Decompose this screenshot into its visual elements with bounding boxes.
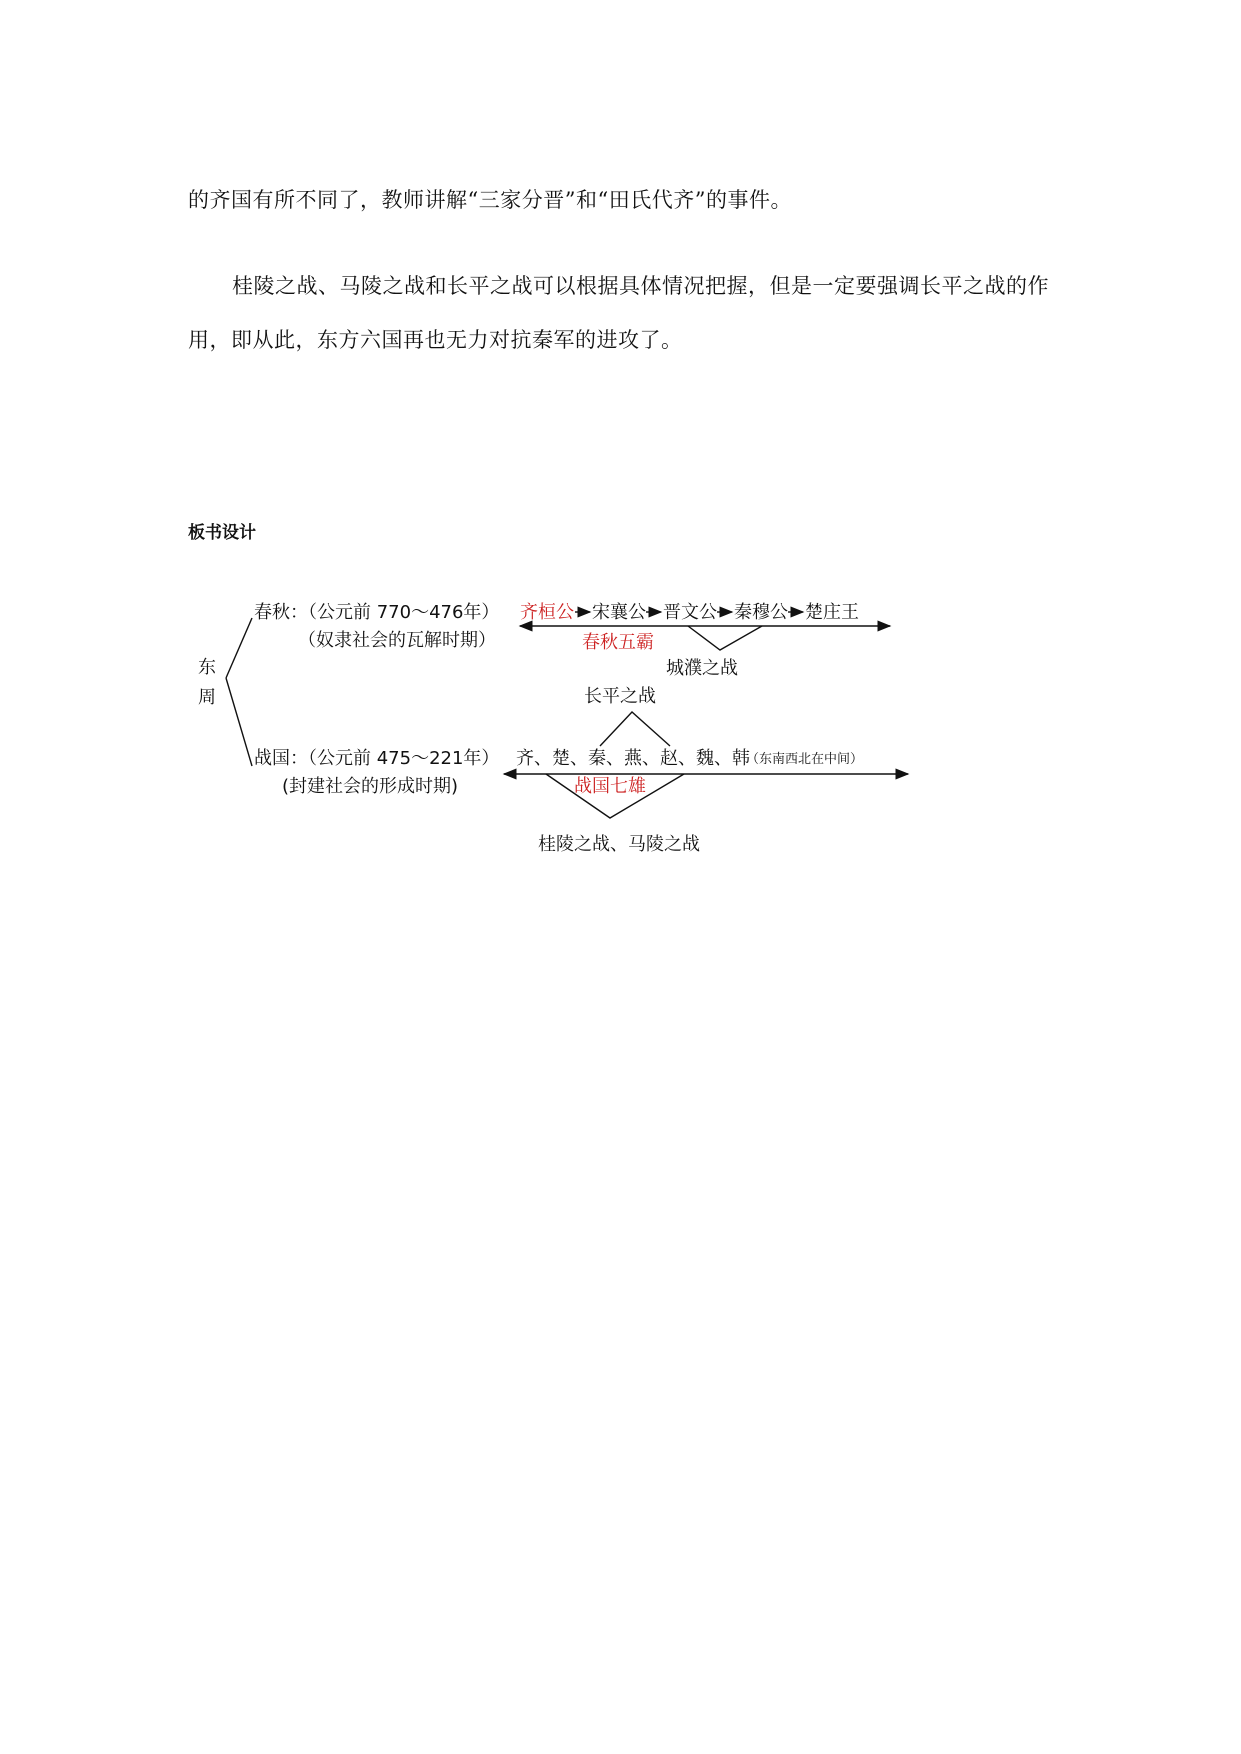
spring-autumn-group-label: 春秋五霸 (582, 632, 654, 653)
root-char-zhou: 周 (198, 687, 216, 708)
body-paragraph-2: 桂陵之战、马陵之战和长平之战可以根据具体情况把握，但是一定要强调长平之战的作用，即从此，东方六国再也无力对抗秦军的进攻了。 (188, 274, 1049, 352)
hegemon-1: 齐桓公 (520, 602, 574, 623)
body-paragraph-1: 的齐国有所不同了，教师讲解“三家分晋”和“田氏代齐”的事件。 (188, 188, 792, 212)
hegemon-3: 晋文公 (663, 602, 717, 623)
hegemon-2: 宋襄公 (592, 602, 646, 623)
board-design-title: 板书设计 (188, 523, 256, 543)
battle-changping: 长平之战 (584, 686, 656, 707)
hegemon-4: 秦穆公 (734, 602, 788, 623)
warring-states-group-label: 战国七雄 (574, 776, 646, 797)
root-char-dong: 东 (198, 657, 216, 678)
spring-autumn-label: 春秋：（公元前 770～476年） (254, 602, 500, 623)
eastern-zhou-diagram (190, 588, 930, 868)
warring-states-note: (封建社会的形成时期) (282, 776, 459, 797)
chengpu-wedge (688, 626, 762, 650)
battle-chengpu: 城濮之战 (666, 658, 738, 679)
warring-states-list: 齐、楚、秦、燕、赵、魏、韩 (516, 748, 750, 769)
branch-line-warring-states (226, 678, 252, 766)
warring-states-label: 战国：（公元前 475～221年） (254, 748, 500, 769)
battle-guiling-maling: 桂陵之战、马陵之战 (538, 834, 700, 855)
changping-wedge (600, 712, 670, 746)
spring-autumn-note: （奴隶社会的瓦解时期） (298, 630, 496, 651)
warring-states-direction-note: （东南西北在中间） (746, 752, 864, 767)
branch-line-spring-autumn (226, 618, 252, 678)
hegemon-5: 楚庄王 (805, 602, 859, 623)
